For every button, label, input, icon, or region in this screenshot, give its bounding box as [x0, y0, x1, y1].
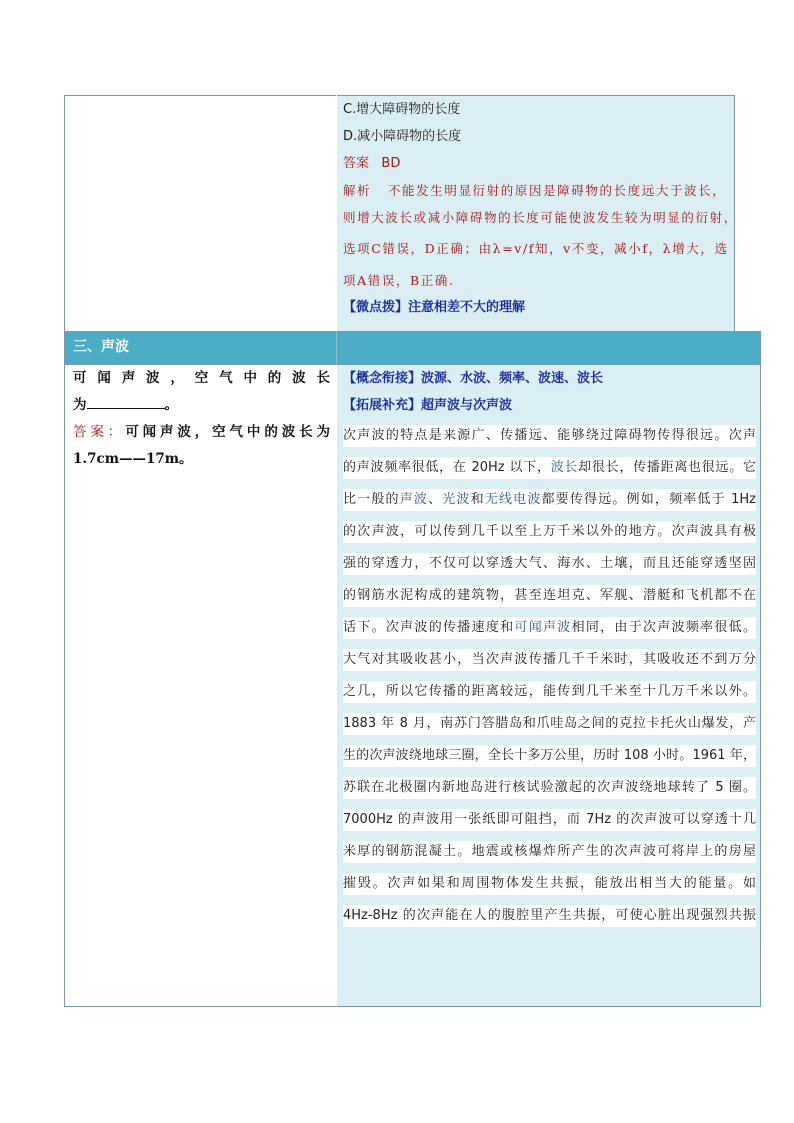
paragraph-text: 米厚的钢筋混凝土。地震或核爆炸所产生的次声波可将岸上的房屋	[343, 844, 756, 859]
paragraph-line	[343, 617, 756, 639]
paragraph-text: 1883 年 8 月，南苏门答腊岛和爪哇岛之间的克拉卡托火山爆发，产	[343, 716, 756, 731]
paragraph-line	[343, 649, 756, 671]
answer-blank	[87, 394, 165, 409]
paragraph-line	[343, 745, 756, 767]
paragraph-text: 大气对其吸收甚小，当次声波传播几千千米时，其吸收还不到万分	[343, 652, 756, 667]
paragraph-text: 的次声波，可以传到几千以至上万千米以外的地方。次声波具有极	[343, 524, 756, 539]
row-q1	[64, 95, 761, 331]
paragraph-text: 强的穿透力，不仅可以穿透大气、海水、土壤，而且还能穿透坚固	[343, 556, 756, 571]
infrasound-paragraph	[343, 425, 756, 927]
answer	[343, 150, 734, 177]
paragraph-text: 苏联在北极圈内新地岛进行核试验激起的次声波绕地球转了 5 圈。	[343, 780, 756, 795]
paragraph-text: 、	[428, 492, 443, 507]
analysis-line-4: 项A错误，B正确.	[343, 273, 455, 288]
paragraph-line	[343, 585, 756, 607]
answer-label: 答案	[343, 156, 370, 171]
paragraph-line	[343, 777, 756, 799]
paragraph-line	[343, 713, 756, 735]
paragraph-text: 生的次声波绕地球三圈，全长十多万公里，历时 108 小时。1961 年，	[343, 748, 756, 763]
section-header	[64, 331, 761, 364]
option-c: C.增大障碍物的长度	[343, 102, 461, 117]
term-link[interactable]: 无线电波	[484, 492, 542, 507]
paragraph-text: 摧毁。次声如果和周围物体发生共振，能放出相当大的能量。如	[343, 876, 756, 891]
paragraph-text: 话下。次声波的传播速度和	[343, 620, 515, 635]
analysis-text: 不能发生明显衍射的原因是障碍物的长度远大于波长，	[387, 183, 727, 198]
paragraph-text: 却很长，传播距离也很远。它	[578, 460, 756, 475]
paragraph-text: 的声波频率很低，在 20Hz 以下，	[343, 460, 551, 475]
paragraph-text: 4Hz-8Hz 的次声能在人的腹腔里产生共振，可使心脏出现强烈共振	[343, 908, 756, 923]
row-q1-left-cell	[65, 95, 336, 332]
paragraph-line	[343, 521, 756, 543]
question-text: 为	[73, 397, 87, 413]
paragraph-text: 相同，由于次声波频率很低。	[571, 620, 756, 635]
answer-text: 可闻声波，空气中的波长为	[125, 424, 331, 440]
paragraph-line	[343, 809, 756, 831]
question-line-2	[73, 392, 330, 419]
answer-label: 答案：	[73, 424, 126, 440]
analysis-label: 解析	[343, 183, 372, 198]
paragraph-line	[343, 553, 756, 575]
term-link[interactable]: 声波	[399, 492, 429, 507]
paragraph-text: 之几，所以它传播的距离较远，能传到几千米至十几万千米以外。	[343, 684, 756, 699]
section-title: 三、声波	[73, 339, 129, 355]
extension: 【拓展补充】超声波与次声波	[343, 398, 513, 413]
paragraph-line	[343, 905, 756, 927]
content-table	[64, 95, 761, 1007]
paragraph-line	[343, 681, 756, 703]
paragraph-text: 比一般的	[343, 492, 400, 507]
question-end: 。	[164, 397, 178, 413]
term-link[interactable]: 波长	[550, 460, 579, 475]
concept-link: 【概念衔接】波源、水波、频率、波速、波长	[343, 371, 604, 386]
row-q2-left-cell	[65, 365, 336, 1006]
paragraph-line	[343, 425, 756, 447]
paragraph-text: 和	[470, 492, 485, 507]
paragraph-line	[343, 489, 756, 511]
option-d: D.减小障碍物的长度	[343, 129, 462, 144]
paragraph-text: 的钢筋水泥构成的建筑物，甚至连坦克、军舰、潜艇和飞机都不在	[343, 588, 756, 603]
tip: 【微点拨】注意相差不大的理解	[343, 300, 526, 315]
answer-value: BD	[381, 156, 401, 171]
analysis-line-1	[343, 177, 734, 204]
term-link[interactable]: 光波	[442, 492, 471, 507]
header-divider	[336, 332, 337, 364]
paragraph-line	[343, 841, 756, 863]
answer-value: 1.7cm——17m。	[73, 451, 193, 467]
paragraph-text: 都要传得远。例如，频率低于 1Hz	[541, 492, 756, 507]
question-line-1: 可闻声波，空气中的波长	[73, 370, 330, 386]
analysis-line-2: 则增大波长或减小障碍物的长度可能使波发生较为明显的衍射，	[343, 210, 738, 225]
row-q2-right-cell	[337, 365, 760, 1006]
paragraph-line	[343, 873, 756, 895]
paragraph-text: 次声波的特点是来源广、传播远、能够绕过障碍物传得很远。次声	[343, 428, 756, 443]
term-link[interactable]: 可闻声波	[514, 620, 572, 635]
paragraph-line	[343, 457, 756, 479]
paragraph-text: 7000Hz 的声波用一张纸即可阻挡，而 7Hz 的次声波可以穿透十几	[343, 812, 756, 827]
analysis-line-3: 选项C错误，D正确；由λ=v/f知，v不变，减小f，λ增大，选	[343, 241, 729, 256]
answer-line	[73, 419, 330, 446]
row-q2	[64, 364, 761, 1007]
row-q1-right-cell	[337, 95, 738, 331]
